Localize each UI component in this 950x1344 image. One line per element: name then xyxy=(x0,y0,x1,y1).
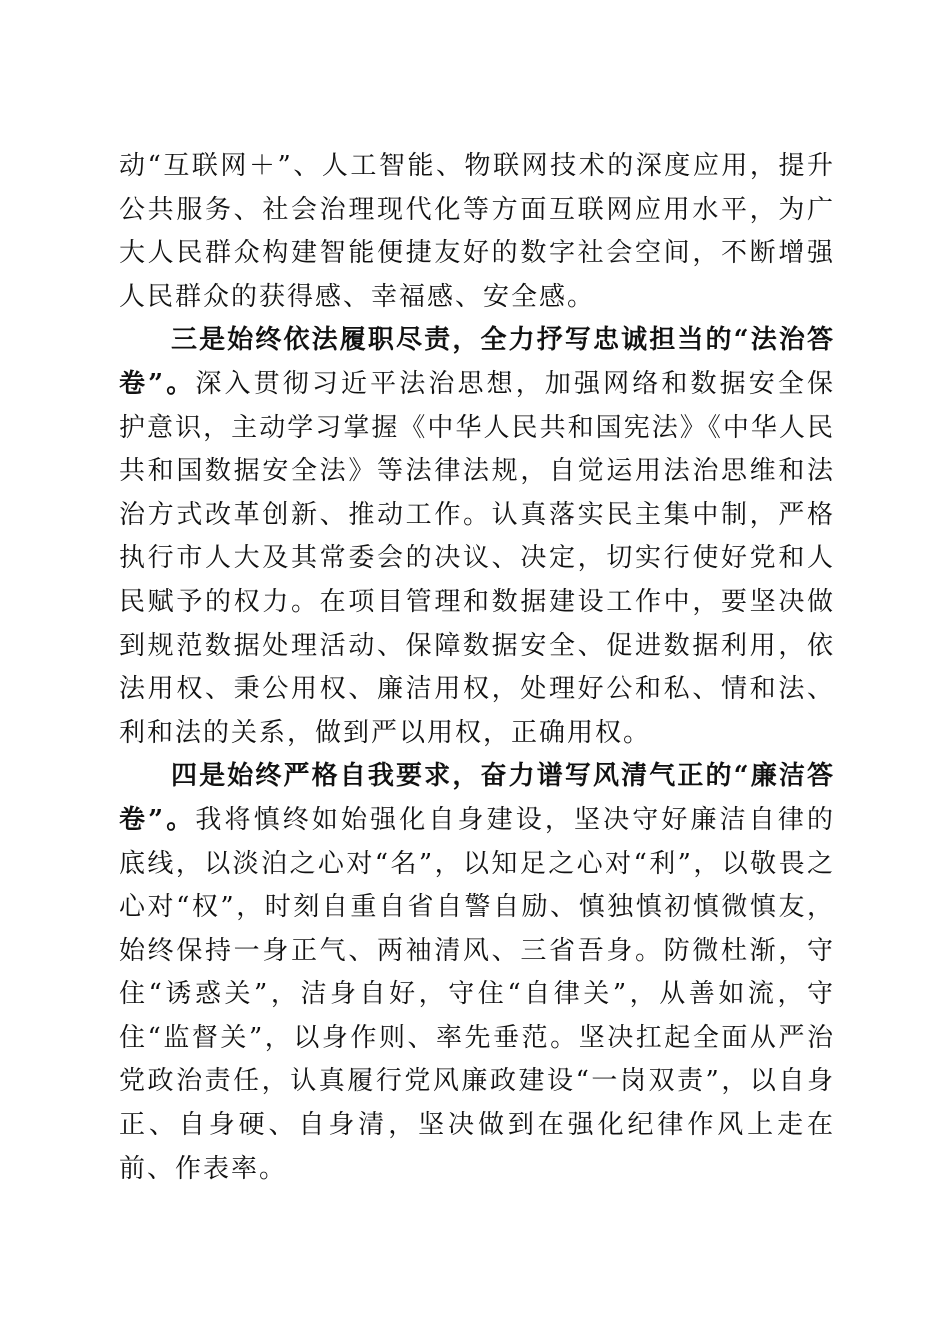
paragraph-rule-of-law xyxy=(119,319,835,755)
document-page xyxy=(119,145,835,1191)
paragraph-body: 深入贯彻习近平法治思想，加强网络和数据安全保护意识，主动学习掌握《中华人民共和国宪法》《中华人民共和国数据安全法》等法律法规，自觉运用法治思维和法治方式改革创新、推动工作。认真落实民主集中制，严格执行市人大及其常委会的决议、决定，切实行使好党和人民赋予的权力。在项目管理和数据建设工作中，要坚决做到规范数据处理活动、保障数据安全、促进数据利用，依法用权、秉公用权、廉洁用权，处理好公和私、情和法、利和法的关系，做到严以用权，正确用权。 xyxy=(119,368,835,748)
paragraph-continuation xyxy=(119,145,835,319)
paragraph-lead-sentence: 四是始终严格自我要求，奋力谱写风清气正的“廉洁答卷”。 xyxy=(119,761,835,835)
paragraph-integrity xyxy=(119,755,835,1191)
paragraph-body: 我将慎终如始强化自身建设，坚决守好廉洁自律的底线，以淡泊之心对“名”，以知足之心对“利”，以敬畏之心对“权”，时刻自重自省自警自励、慎独慎初慎微慎友，始终保持一身正气、两袖清风、三省吾身。防微杜渐，守住“诱惑关”，洁身自好，守住“自律关”，从善如流，守住“监督关”，以身作则、率先垂范。坚决扛起全面从严治党政治责任，认真履行党风廉政建设“一岗双责”，以自身正、自身硬、自身清，坚决做到在强化纪律作风上走在前、作表率。 xyxy=(119,804,835,1184)
paragraph-body: 动“互联网＋”、人工智能、物联网技术的深度应用，提升公共服务、社会治理现代化等方面互联网应用水平，为广大人民群众构建智能便捷友好的数字社会空间，不断增强人民群众的获得感、幸福感、安全感。 xyxy=(119,151,835,312)
paragraph-lead-sentence: 三是始终依法履职尽责，全力抒写忠诚担当的“法治答卷”。 xyxy=(119,325,835,399)
